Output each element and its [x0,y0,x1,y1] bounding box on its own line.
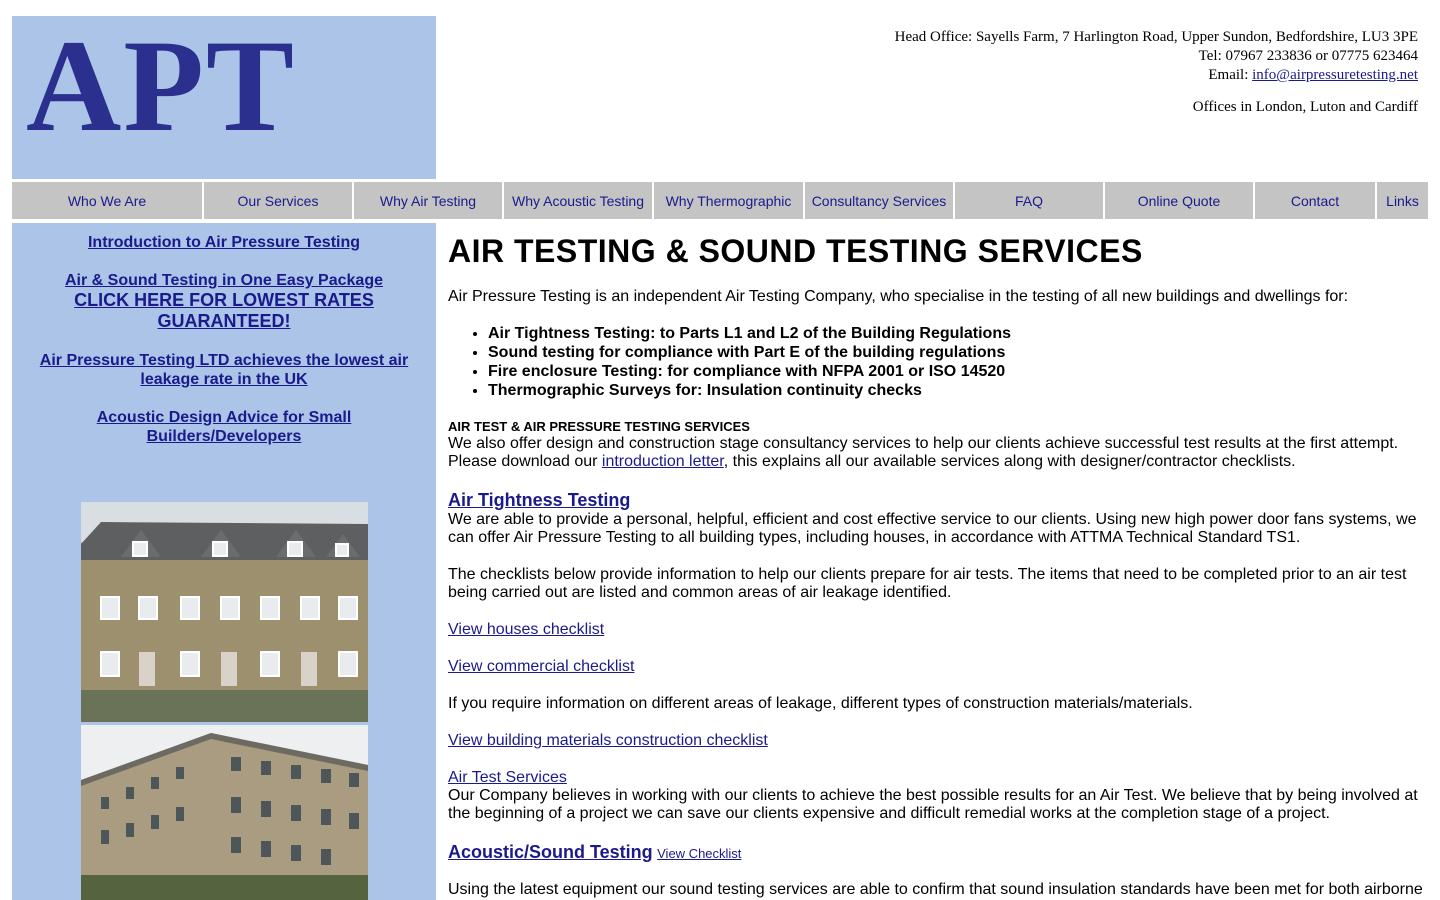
nav-who-we-are[interactable]: Who We Are [12,182,204,219]
service-item: • Thermographic Surveys for: Insulation continuity checks [488,381,1428,400]
acoustic-checklist-link[interactable]: View Checklist [657,846,742,861]
email-link[interactable]: info@airpressuretesting.net [1252,67,1418,83]
email-line [895,66,1418,85]
consultancy-paragraph [448,435,1428,471]
air-tightness-paragraph-1: We are able to provide a personal, helpful, efficient and cost effective service to our clients. Using new high power door fans systems, we can offer Air Pressure Testing to all building types, including houses, in accordance with ATTMA Technical Standard TS1. [448,511,1417,546]
leakage-info-text: If you require information on different areas of leakage, different types of construction materials/materials. [448,695,1193,712]
commercial-checklist-link[interactable]: View commercial checklist [448,658,635,675]
telephone: Tel: 07967 233836 or 07775 623464 [1198,48,1418,64]
main-nav [12,182,1428,219]
apt-logo: APT [26,12,296,159]
services-heading: AIR TEST & AIR PRESSURE TESTING SERVICES [448,419,750,434]
nav-faq[interactable]: FAQ [955,182,1105,219]
air-test-services-paragraph: Our Company believes in working with our clients to achieve the best possible results for an Air Test. We believe that by being involved at the beginning of a project we can save our clients expensive and difficult remedial works at the completion stage of a project. [448,787,1418,822]
air-tightness-paragraph-2: The checklists below provide information to help our clients prepare for air tests. The items that need to be completed prior to an air test being carried out are listed and common areas of air leakage identified. [448,566,1407,601]
acoustic-sound-testing-link[interactable]: Acoustic/Sound Testing [448,842,653,862]
acoustic-paragraph: Using the latest equipment our sound testing services are able to confirm that sound insulation standards have been met for both airborne [448,881,1423,898]
nav-consultancy-services[interactable]: Consultancy Services [805,182,955,219]
acoustic-design-link[interactable]: Acoustic Design Advice for Small Builders/Developers [96,409,352,445]
houses-checklist-link[interactable]: View houses checklist [448,621,605,638]
materials-checklist-link[interactable]: View building materials construction checklist [448,732,768,749]
nav-our-services[interactable]: Our Services [204,182,354,219]
air-tightness-testing-link[interactable]: Air Tightness Testing [448,490,631,510]
offices-locations: Offices in London, Luton and Cardiff [1192,99,1418,115]
intro-air-pressure-link[interactable]: Introduction to Air Pressure Testing [87,234,361,251]
consultancy-text-end: , this explains all our available services along with designer/contractor checklists. [723,453,1296,470]
acoustic-heading-row [448,841,1428,863]
intro-paragraph: Air Pressure Testing is an independent Air Testing Company, who specialise in the testing of all new buildings and dwellings for: [448,288,1349,305]
lowest-rates-link[interactable]: CLICK HERE FOR LOWEST RATES GUARANTEED! [74,290,374,331]
logo-panel [12,12,436,179]
sidebar [12,223,436,900]
head-office-address: Head Office: Sayells Farm, 7 Harlington Road, Upper Sundon, Bedfordshire, LU3 3PE [894,29,1418,45]
service-item: • Sound testing for compliance with Part E of the building regulations [488,343,1428,362]
nav-why-acoustic-testing[interactable]: Why Acoustic Testing [504,182,654,219]
lowest-leakage-link[interactable]: Air Pressure Testing LTD achieves the lowest air leakage rate in the UK [39,352,409,388]
page-title: AIR TESTING & SOUND TESTING SERVICES [448,233,1143,269]
terraced-houses-illustration [81,502,368,722]
nav-online-quote[interactable]: Online Quote [1105,182,1255,219]
contact-info [895,28,1418,117]
service-item: • Fire enclosure Testing: for compliance with NFPA 2001 or ISO 14520 [488,362,1428,381]
nav-contact[interactable]: Contact [1255,182,1377,219]
nav-why-thermographic[interactable]: Why Thermographic [654,182,805,219]
consultancy-text-start: We also offer design and construction stage consultancy services to help our clients achieve successful test results at the first attempt. Please download our [448,435,1399,470]
service-item: • Air Tightness Testing: to Parts L1 and L2 of the Building Regulations [488,324,1428,343]
email-label: Email: [1208,67,1253,83]
nav-links[interactable]: Links [1386,192,1419,209]
mill-building-photo [81,725,368,900]
terraced-houses-photo [81,502,368,722]
main-content [448,228,1428,899]
mill-building-illustration [81,725,368,900]
nav-why-air-testing[interactable]: Why Air Testing [354,182,504,219]
services-list [448,324,1428,400]
package-link[interactable]: Air & Sound Testing in One Easy Package [64,272,383,289]
air-test-services-link[interactable]: Air Test Services [448,769,567,786]
introduction-letter-link[interactable]: introduction letter [601,453,724,470]
